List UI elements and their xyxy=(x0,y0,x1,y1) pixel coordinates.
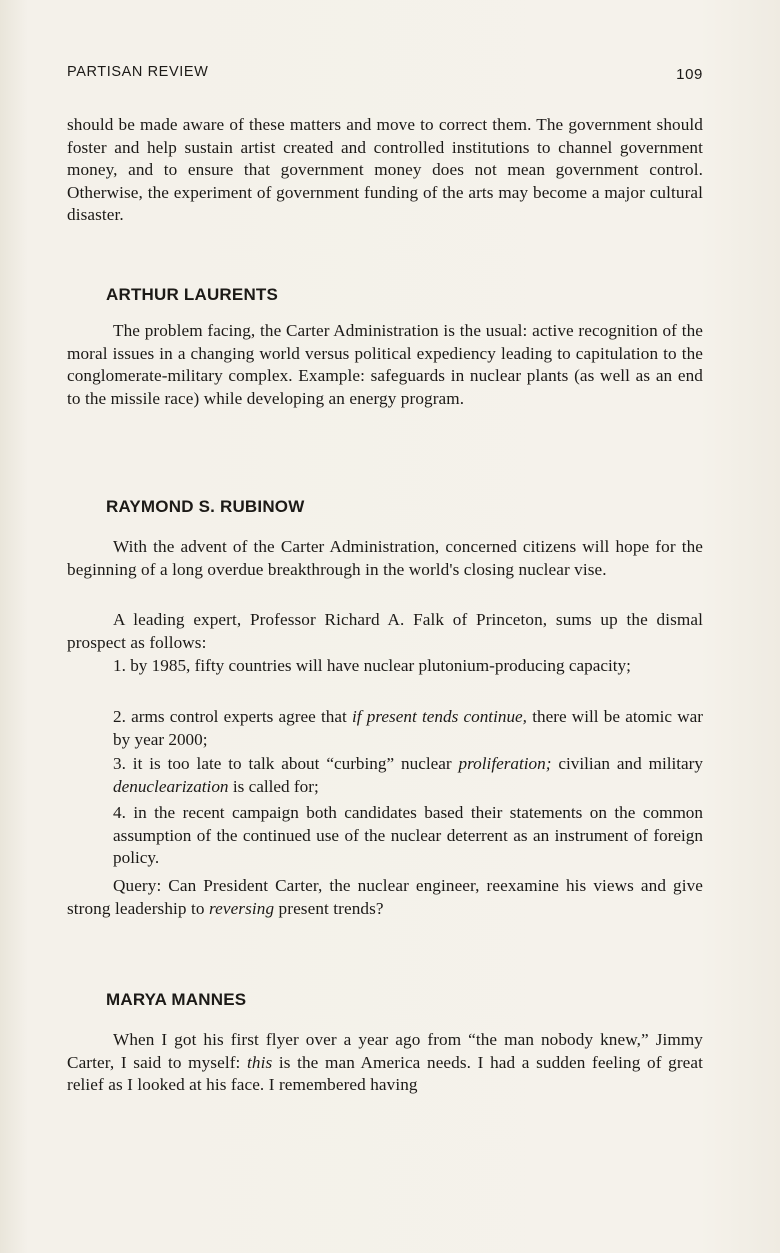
intro-paragraph: should be made aware of these matters and move to correct them. The government should foster and help sustain artist created and controlled institutions to channel government money, and to ensure that government money does not mean government control. Otherwise, the experiment of government funding of the arts may become a major cultural disaster. xyxy=(67,115,703,225)
author-heading-rubinow: RAYMOND S. RUBINOW xyxy=(106,497,305,516)
author-heading-mannes: MARYA MANNES xyxy=(106,990,247,1009)
list-item: 3. it is too late to talk about “curbing” nuclear proliferation; civilian and military denuclearization is called for; xyxy=(113,754,704,796)
list-item: 2. arms control experts agree that if present tends continue, there will be atomic war by year 2000; xyxy=(113,707,703,749)
author-heading-laurents: ARTHUR LAURENTS xyxy=(106,285,279,304)
journal-title: PARTISAN REVIEW xyxy=(67,64,209,80)
rubinow-paragraph-1: With the advent of the Carter Administration, concerned citizens will hope for the beginning of a long overdue breakthrough in the world's closing nuclear vise. xyxy=(67,537,703,579)
laurents-paragraph: The problem facing, the Carter Administration is the usual: active recognition of the moral issues in a changing world versus political expediency leading to capitulation to the conglomerate-military complex. Example: safeguards in nuclear plants (as well as an end to the missile race) while developing an energy program. xyxy=(67,321,703,408)
mannes-paragraph: When I got his first flyer over a year ago from “the man nobody knew,” Jimmy Carter, I said to myself: this is the man America needs. I had a sudden feeling of great relief as I looked at his face. I remembered having xyxy=(67,1030,703,1095)
page-number: 109 xyxy=(676,66,703,83)
list-item: 1. by 1985, fifty countries will have nuclear plutonium-producing capacity; xyxy=(113,656,631,675)
rubinow-query: Query: Can President Carter, the nuclear engineer, reexamine his views and give strong leadership to reversing present trends? xyxy=(67,876,703,918)
list-item: 4. in the recent campaign both candidates based their statements on the common assumption of the continued use of the nuclear deterrent as an instrument of foreign policy. xyxy=(113,803,703,868)
running-head xyxy=(67,64,703,86)
rubinow-paragraph-2: A leading expert, Professor Richard A. Falk of Princeton, sums up the dismal prospect as follows: xyxy=(67,610,703,652)
